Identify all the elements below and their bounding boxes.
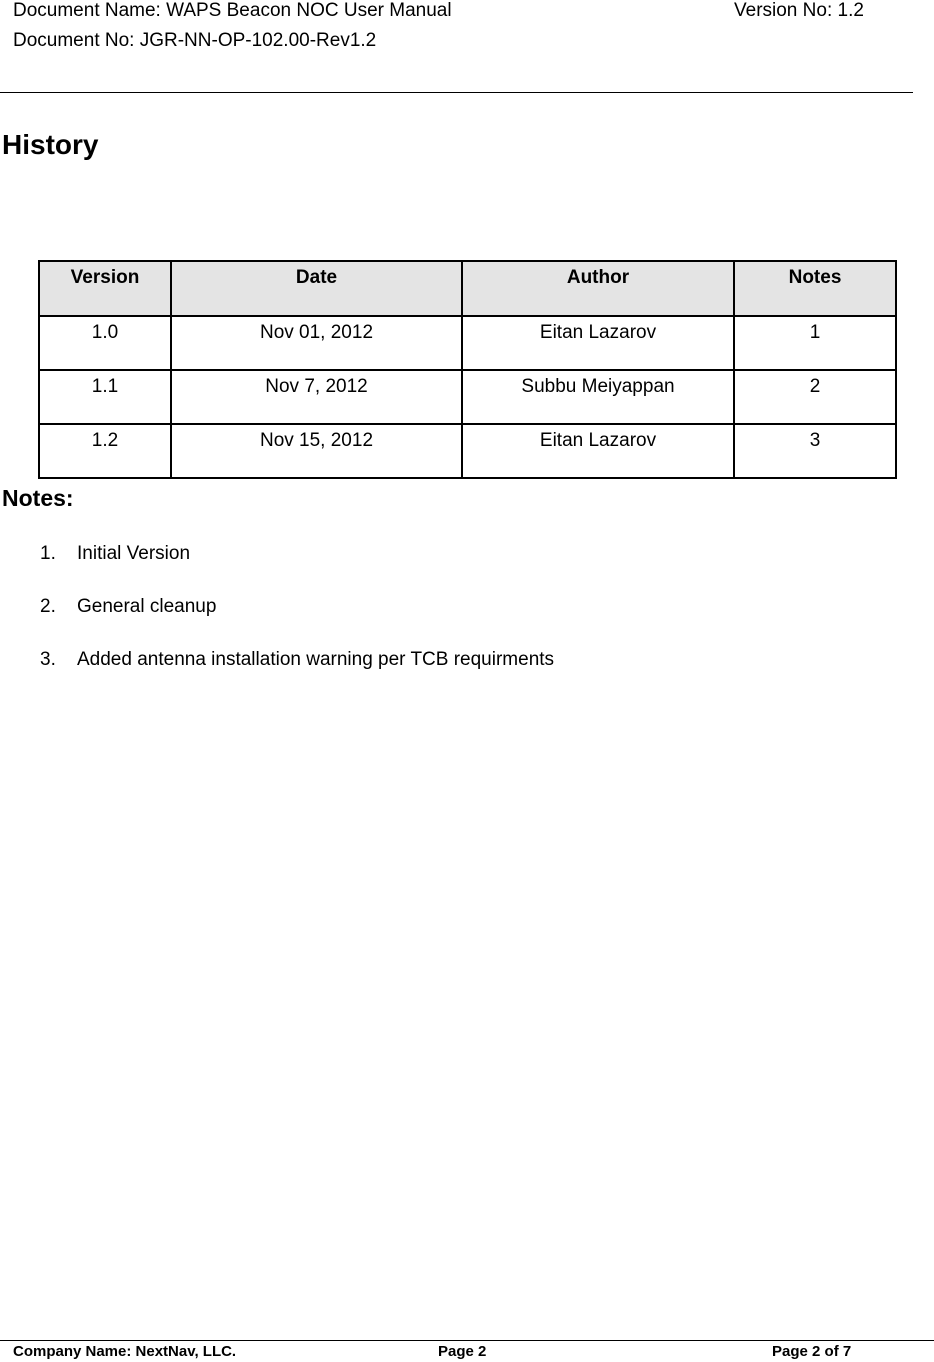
table-row: [39, 316, 896, 370]
cell-author: Eitan Lazarov: [462, 316, 734, 370]
table-row: [39, 370, 896, 424]
header-divider: [0, 92, 913, 93]
list-item: [40, 543, 554, 596]
column-header-notes: Notes: [734, 261, 896, 316]
cell-date: Nov 7, 2012: [171, 370, 462, 424]
cell-version: 1.1: [39, 370, 171, 424]
column-header-date: Date: [171, 261, 462, 316]
column-header-author: Author: [462, 261, 734, 316]
cell-date: Nov 15, 2012: [171, 424, 462, 478]
list-item: [40, 649, 554, 702]
cell-notes: 1: [734, 316, 896, 370]
page-title: History: [2, 129, 99, 160]
list-item-number: 1.: [40, 543, 56, 564]
footer-page: Page 2: [438, 1343, 487, 1360]
table-row: [39, 424, 896, 478]
column-header-version: Version: [39, 261, 171, 316]
notes-heading: Notes:: [2, 485, 74, 511]
cell-author: Subbu Meiyappan: [462, 370, 734, 424]
table-header-row: [39, 261, 896, 316]
document-name: Document Name: WAPS Beacon NOC User Manual: [13, 0, 452, 21]
cell-author: Eitan Lazarov: [462, 424, 734, 478]
cell-notes: 3: [734, 424, 896, 478]
footer-company: Company Name: NextNav, LLC.: [13, 1343, 237, 1360]
version-number: Version No: 1.2: [734, 0, 864, 21]
list-item-text: General cleanup: [77, 596, 217, 617]
list-item: [40, 596, 554, 649]
history-table: [38, 260, 897, 479]
list-item-number: 3.: [40, 649, 56, 670]
list-item-number: 2.: [40, 596, 56, 617]
notes-list: [40, 543, 554, 702]
cell-notes: 2: [734, 370, 896, 424]
list-item-text: Initial Version: [77, 543, 191, 564]
cell-version: 1.2: [39, 424, 171, 478]
list-item-text: Added antenna installation warning per TCB requirments: [77, 649, 555, 670]
footer-divider: [0, 1340, 934, 1341]
cell-version: 1.0: [39, 316, 171, 370]
document-number: Document No: JGR-NN-OP-102.00-Rev1.2: [13, 30, 377, 51]
footer-page-of: Page 2 of 7: [772, 1343, 852, 1360]
cell-date: Nov 01, 2012: [171, 316, 462, 370]
